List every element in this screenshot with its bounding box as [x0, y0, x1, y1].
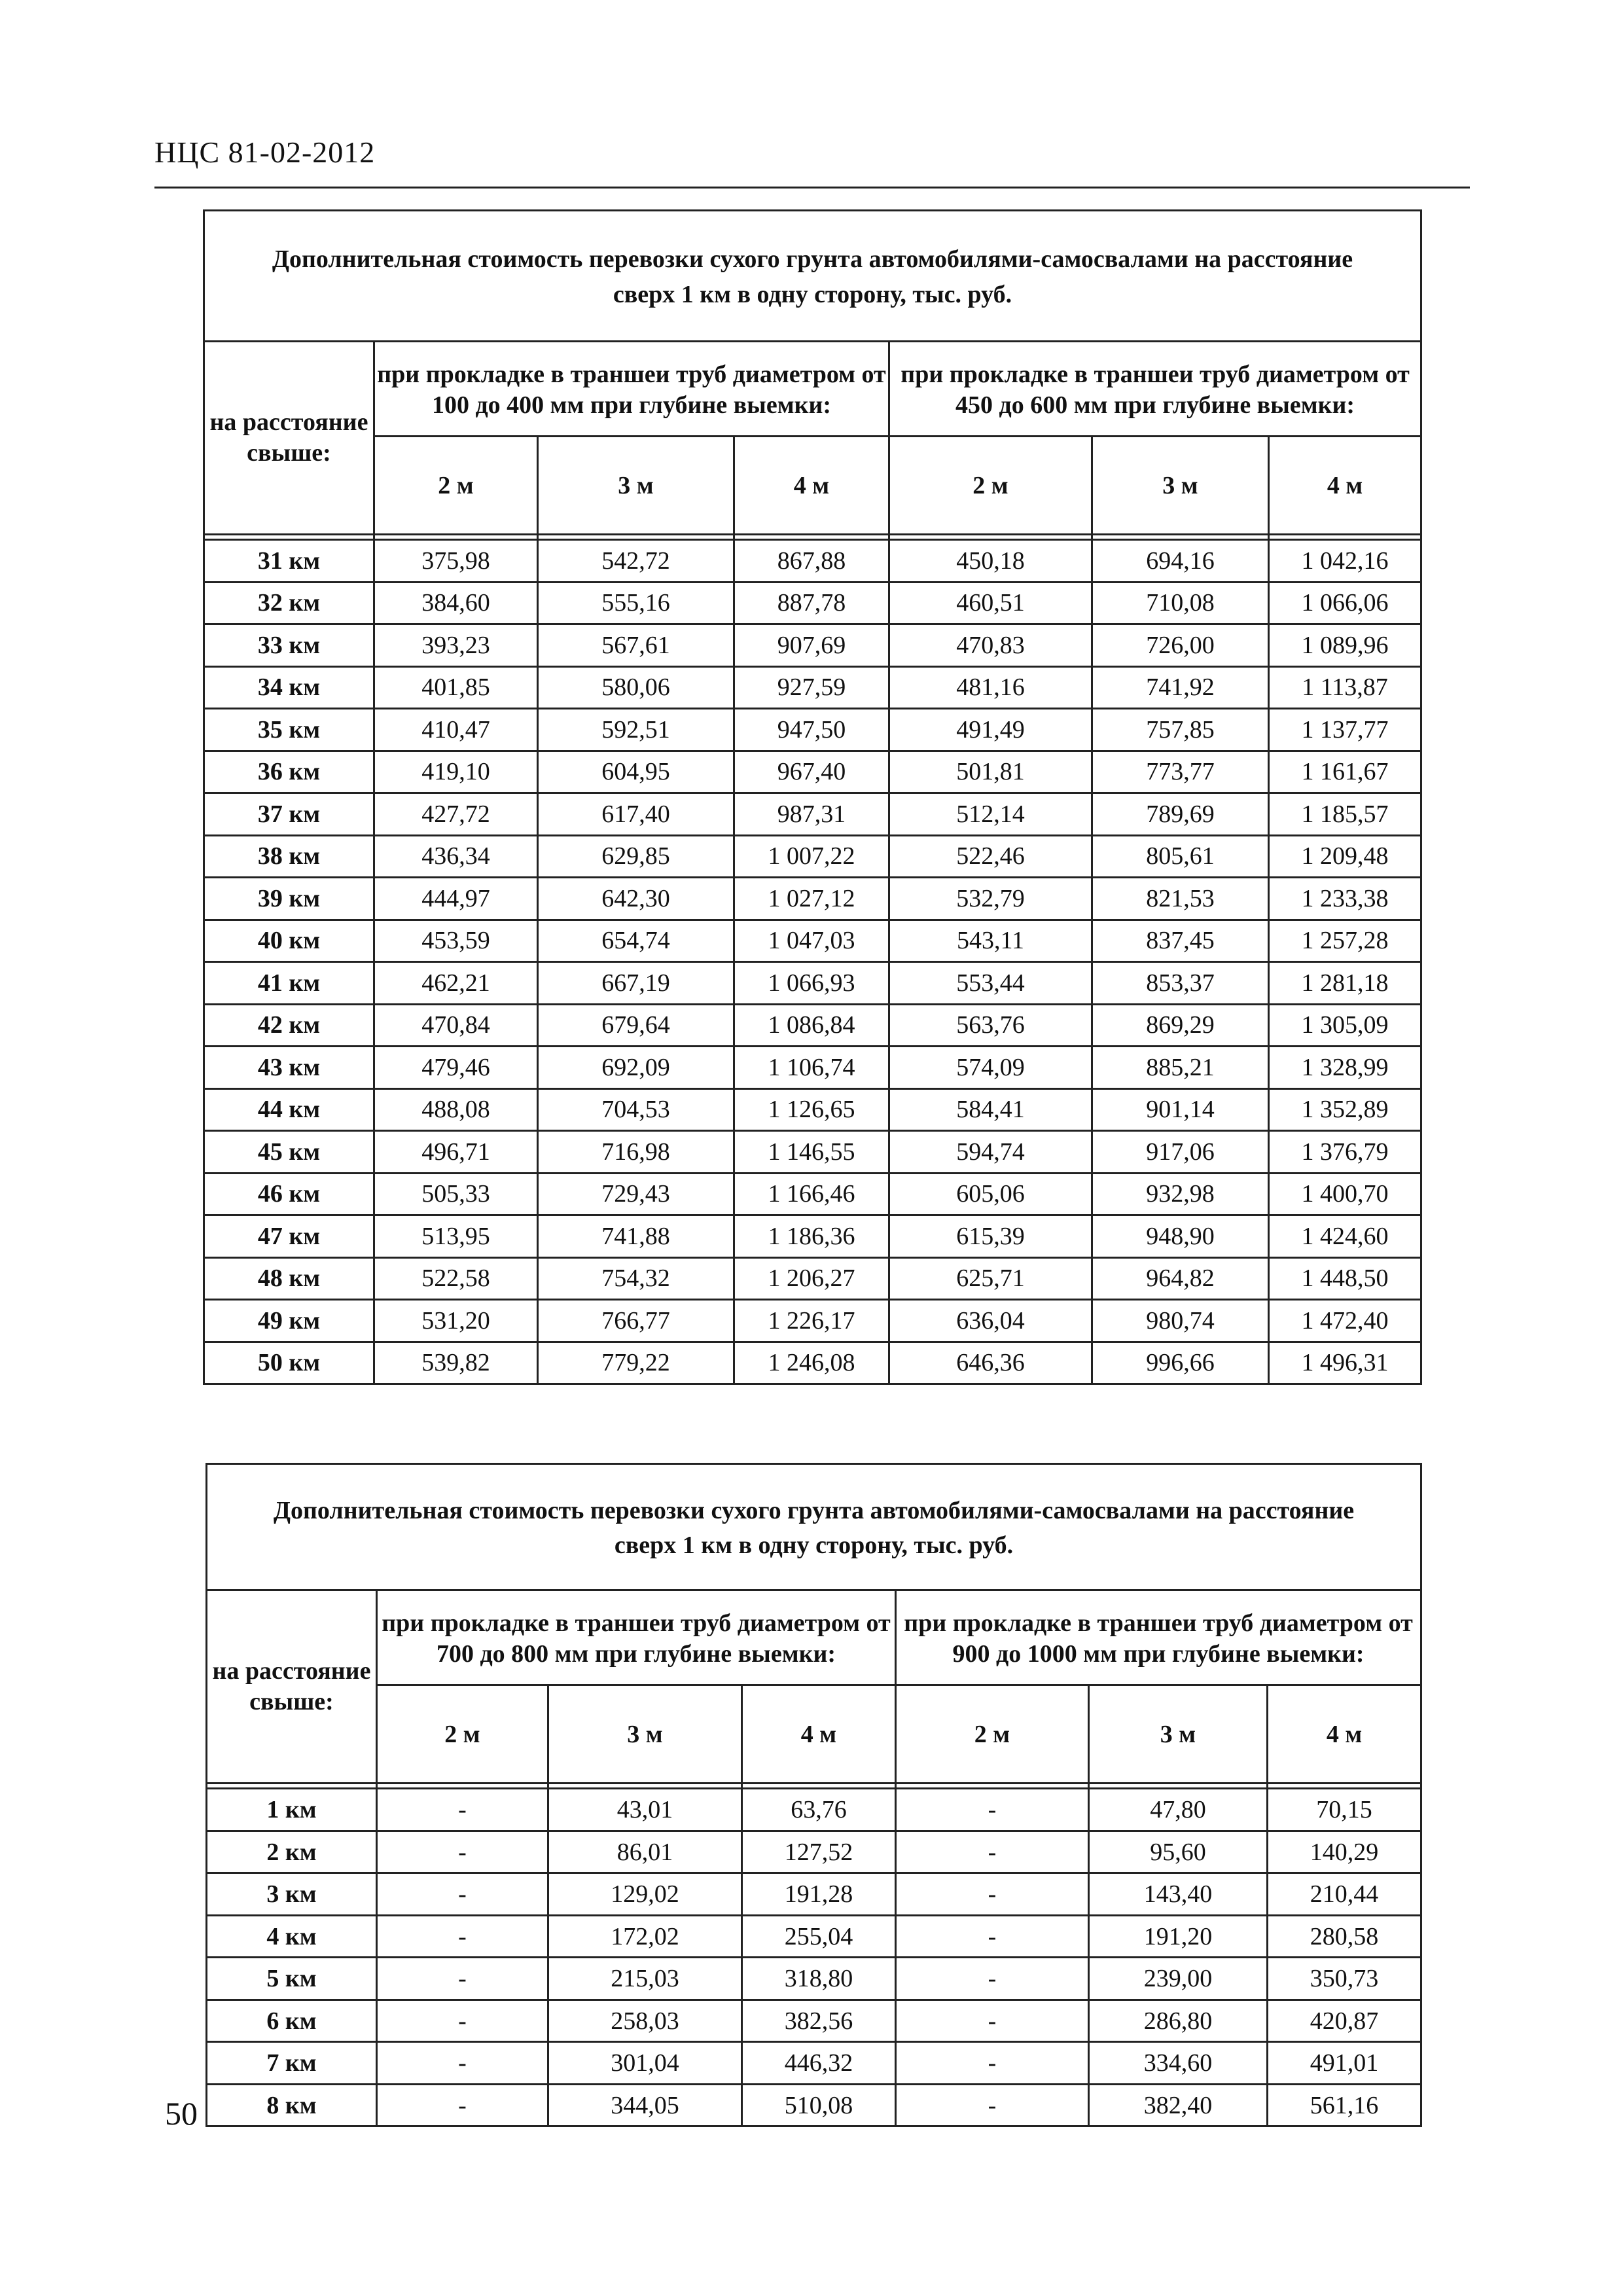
depth-header: 4 м	[734, 437, 889, 535]
cost-cell: 1 472,40	[1269, 1300, 1421, 1342]
cost-cell: 1 161,67	[1269, 751, 1421, 793]
cost-cell: 779,22	[538, 1342, 734, 1384]
cost-cell: 907,69	[734, 624, 889, 667]
cost-cell: 694,16	[1092, 540, 1269, 583]
cost-cell: 70,15	[1268, 1789, 1421, 1831]
cost-cell: 1 376,79	[1269, 1131, 1421, 1174]
cost-cell: 1 328,99	[1269, 1047, 1421, 1089]
cost-cell: 741,92	[1092, 666, 1269, 709]
cost-cell: 917,06	[1092, 1131, 1269, 1174]
cost-cell: -	[377, 2000, 548, 2042]
cost-cell: -	[896, 2042, 1089, 2085]
cost-cell: 86,01	[548, 1831, 742, 1873]
distance-cell: 33 км	[204, 624, 374, 667]
distance-cell: 46 км	[204, 1173, 374, 1215]
table-row	[204, 666, 1421, 709]
cost-cell: 853,37	[1092, 962, 1269, 1005]
depth-header: 2 м	[896, 1685, 1089, 1784]
cost-cell: 642,30	[538, 878, 734, 920]
distance-cell: 48 км	[204, 1257, 374, 1300]
cost-cell: 757,85	[1092, 709, 1269, 751]
cost-cell: 43,01	[548, 1789, 742, 1831]
group-header-1: при прокладке в траншеи труб диаметром от 700 до 800 мм при глубине выемки:	[377, 1590, 896, 1685]
distance-cell: 5 км	[207, 1958, 377, 2000]
depth-header: 2 м	[377, 1685, 548, 1784]
cost-cell: 453,59	[374, 920, 538, 962]
cost-cell: 522,58	[374, 1257, 538, 1300]
cost-cell: 773,77	[1092, 751, 1269, 793]
cost-cell: 1 066,06	[1269, 582, 1421, 624]
table-row	[204, 920, 1421, 962]
cost-cell: 1 007,22	[734, 835, 889, 878]
distance-cell: 41 км	[204, 962, 374, 1005]
cost-cell: 837,45	[1092, 920, 1269, 962]
table-row	[204, 624, 1421, 667]
cost-cell: 542,72	[538, 540, 734, 583]
cost-cell: 885,21	[1092, 1047, 1269, 1089]
cost-cell: 1 126,65	[734, 1088, 889, 1131]
table-row	[204, 1004, 1421, 1047]
cost-cell: 427,72	[374, 793, 538, 836]
cost-cell: 47,80	[1089, 1789, 1268, 1831]
cost-cell: 987,31	[734, 793, 889, 836]
cost-cell: 555,16	[538, 582, 734, 624]
cost-cell: 1 137,77	[1269, 709, 1421, 751]
cost-cell: 539,82	[374, 1342, 538, 1384]
table-row	[204, 582, 1421, 624]
cost-cell: 574,09	[889, 1047, 1092, 1089]
cost-cell: 927,59	[734, 666, 889, 709]
table-row	[204, 540, 1421, 583]
cost-cell: 605,06	[889, 1173, 1092, 1215]
cost-cell: 667,19	[538, 962, 734, 1005]
table-body	[207, 1789, 1421, 2126]
cost-cell: 255,04	[742, 1915, 896, 1958]
cost-cell: 215,03	[548, 1958, 742, 2000]
cost-cell: 754,32	[538, 1257, 734, 1300]
cost-cell: -	[896, 1789, 1089, 1831]
table-row	[204, 1088, 1421, 1131]
distance-cell: 32 км	[204, 582, 374, 624]
table-row	[204, 1173, 1421, 1215]
table-row	[204, 793, 1421, 836]
distance-cell: 43 км	[204, 1047, 374, 1089]
cost-cell: 375,98	[374, 540, 538, 583]
cost-cell: 932,98	[1092, 1173, 1269, 1215]
cost-cell: 127,52	[742, 1831, 896, 1873]
cost-cell: 1 257,28	[1269, 920, 1421, 962]
cost-cell: 1 305,09	[1269, 1004, 1421, 1047]
distance-cell: 47 км	[204, 1215, 374, 1258]
table-row	[207, 1873, 1421, 1916]
distance-cell: 38 км	[204, 835, 374, 878]
cost-cell: 947,50	[734, 709, 889, 751]
table-row	[204, 1215, 1421, 1258]
cost-cell: 1 496,31	[1269, 1342, 1421, 1384]
cost-cell: 420,87	[1268, 2000, 1421, 2042]
cost-cell: 563,76	[889, 1004, 1092, 1047]
cost-cell: 1 206,27	[734, 1257, 889, 1300]
cost-cell: 1 233,38	[1269, 878, 1421, 920]
table-row	[207, 1915, 1421, 1958]
row-header: на расстояние свыше:	[204, 342, 374, 535]
cost-cell: 513,95	[374, 1215, 538, 1258]
table-row	[204, 751, 1421, 793]
cost-cell: 594,74	[889, 1131, 1092, 1174]
document-header	[154, 124, 1470, 188]
cost-cell: 592,51	[538, 709, 734, 751]
cost-cell: 625,71	[889, 1257, 1092, 1300]
distance-cell: 3 км	[207, 1873, 377, 1916]
cost-cell: 350,73	[1268, 1958, 1421, 2000]
cost-cell: 726,00	[1092, 624, 1269, 667]
cost-cell: 1 166,46	[734, 1173, 889, 1215]
cost-cell: -	[377, 1915, 548, 1958]
table-row	[204, 1300, 1421, 1342]
cost-cell: 646,36	[889, 1342, 1092, 1384]
cost-cell: 867,88	[734, 540, 889, 583]
depth-header: 4 м	[1268, 1685, 1421, 1784]
cost-cell: 543,11	[889, 920, 1092, 962]
page-number: 50	[165, 2095, 198, 2132]
cost-cell: 210,44	[1268, 1873, 1421, 1916]
table-body	[204, 540, 1421, 1384]
cost-cell: 729,43	[538, 1173, 734, 1215]
cost-cell: 460,51	[889, 582, 1092, 624]
cost-cell: 710,08	[1092, 582, 1269, 624]
table-row	[204, 962, 1421, 1005]
cost-cell: 1 047,03	[734, 920, 889, 962]
table-row	[204, 835, 1421, 878]
cost-cell: 446,32	[742, 2042, 896, 2085]
cost-cell: -	[377, 1789, 548, 1831]
cost-table-2	[205, 1463, 1422, 2127]
cost-cell: 384,60	[374, 582, 538, 624]
cost-cell: 63,76	[742, 1789, 896, 1831]
cost-cell: 789,69	[1092, 793, 1269, 836]
cost-cell: 1 424,60	[1269, 1215, 1421, 1258]
cost-cell: 567,61	[538, 624, 734, 667]
group-header-2: при прокладке в траншеи труб диаметром от 900 до 1000 мм при глубине выемки:	[896, 1590, 1421, 1685]
cost-cell: 491,01	[1268, 2042, 1421, 2085]
cost-cell: -	[377, 2084, 548, 2126]
depth-header: 2 м	[374, 437, 538, 535]
cost-cell: 505,33	[374, 1173, 538, 1215]
group-header-2: при прокладке в траншеи труб диаметром от 450 до 600 мм при глубине выемки:	[889, 342, 1421, 437]
cost-cell: 344,05	[548, 2084, 742, 2126]
distance-cell: 49 км	[204, 1300, 374, 1342]
cost-cell: 561,16	[1268, 2084, 1421, 2126]
cost-cell: 679,64	[538, 1004, 734, 1047]
cost-cell: 419,10	[374, 751, 538, 793]
cost-cell: 980,74	[1092, 1300, 1269, 1342]
cost-cell: 654,74	[538, 920, 734, 962]
table-row	[207, 2042, 1421, 2085]
cost-cell: 401,85	[374, 666, 538, 709]
cost-table-1	[203, 209, 1422, 1385]
cost-cell: -	[377, 2042, 548, 2085]
distance-cell: 44 км	[204, 1088, 374, 1131]
cost-cell: 1 352,89	[1269, 1088, 1421, 1131]
cost-cell: 1 146,55	[734, 1131, 889, 1174]
table-row	[207, 2000, 1421, 2042]
cost-cell: 280,58	[1268, 1915, 1421, 1958]
cost-cell: 1 185,57	[1269, 793, 1421, 836]
cost-cell: 1 027,12	[734, 878, 889, 920]
cost-cell: 129,02	[548, 1873, 742, 1916]
cost-cell: 488,08	[374, 1088, 538, 1131]
cost-cell: 1 186,36	[734, 1215, 889, 1258]
cost-cell: 716,98	[538, 1131, 734, 1174]
distance-cell: 37 км	[204, 793, 374, 836]
distance-cell: 4 км	[207, 1915, 377, 1958]
cost-cell: -	[896, 1915, 1089, 1958]
cost-cell: -	[377, 1831, 548, 1873]
depth-header: 2 м	[889, 437, 1092, 535]
cost-cell: 901,14	[1092, 1088, 1269, 1131]
depth-header: 4 м	[1269, 437, 1421, 535]
cost-cell: 140,29	[1268, 1831, 1421, 1873]
cost-cell: 479,46	[374, 1047, 538, 1089]
cost-cell: 522,46	[889, 835, 1092, 878]
cost-cell: -	[377, 1873, 548, 1916]
distance-cell: 7 км	[207, 2042, 377, 2085]
cost-cell: 462,21	[374, 962, 538, 1005]
cost-cell: 258,03	[548, 2000, 742, 2042]
table-row	[204, 1257, 1421, 1300]
cost-cell: 948,90	[1092, 1215, 1269, 1258]
cost-cell: -	[896, 2084, 1089, 2126]
cost-cell: 805,61	[1092, 835, 1269, 878]
table-row	[204, 709, 1421, 751]
cost-cell: 531,20	[374, 1300, 538, 1342]
table-row	[207, 1789, 1421, 1831]
document-code: НЦС 81-02-2012	[154, 135, 376, 169]
cost-cell: 821,53	[1092, 878, 1269, 920]
cost-cell: 436,34	[374, 835, 538, 878]
cost-cell: 615,39	[889, 1215, 1092, 1258]
cost-cell: 1 106,74	[734, 1047, 889, 1089]
distance-cell: 50 км	[204, 1342, 374, 1384]
cost-cell: 481,16	[889, 666, 1092, 709]
cost-cell: 704,53	[538, 1088, 734, 1131]
cost-cell: 532,79	[889, 878, 1092, 920]
table-row	[204, 878, 1421, 920]
cost-cell: 629,85	[538, 835, 734, 878]
cost-cell: -	[377, 1958, 548, 2000]
cost-cell: 470,83	[889, 624, 1092, 667]
distance-cell: 34 км	[204, 666, 374, 709]
distance-cell: 36 км	[204, 751, 374, 793]
cost-cell: 191,20	[1089, 1915, 1268, 1958]
cost-cell: 617,40	[538, 793, 734, 836]
distance-cell: 35 км	[204, 709, 374, 751]
cost-cell: 410,47	[374, 709, 538, 751]
cost-cell: 996,66	[1092, 1342, 1269, 1384]
cost-cell: -	[896, 1831, 1089, 1873]
depth-header: 3 м	[538, 437, 734, 535]
group-header-1: при прокладке в траншеи труб диаметром от 100 до 400 мм при глубине выемки:	[374, 342, 889, 437]
cost-cell: 191,28	[742, 1873, 896, 1916]
table-row	[204, 1131, 1421, 1174]
distance-cell: 8 км	[207, 2084, 377, 2126]
cost-cell: 382,56	[742, 2000, 896, 2042]
cost-cell: 964,82	[1092, 1257, 1269, 1300]
cost-cell: 318,80	[742, 1958, 896, 2000]
cost-cell: 580,06	[538, 666, 734, 709]
cost-cell: 887,78	[734, 582, 889, 624]
cost-cell: 636,04	[889, 1300, 1092, 1342]
cost-cell: 501,81	[889, 751, 1092, 793]
cost-cell: 95,60	[1089, 1831, 1268, 1873]
cost-cell: 1 042,16	[1269, 540, 1421, 583]
table-row	[204, 1047, 1421, 1089]
cost-cell: 1 281,18	[1269, 962, 1421, 1005]
cost-cell: 393,23	[374, 624, 538, 667]
cost-cell: 239,00	[1089, 1958, 1268, 2000]
cost-cell: 286,80	[1089, 2000, 1268, 2042]
distance-cell: 39 км	[204, 878, 374, 920]
cost-cell: 1 089,96	[1269, 624, 1421, 667]
cost-cell: 496,71	[374, 1131, 538, 1174]
depth-header: 3 м	[1092, 437, 1269, 535]
cost-cell: 301,04	[548, 2042, 742, 2085]
depth-header: 3 м	[1089, 1685, 1268, 1784]
distance-cell: 1 км	[207, 1789, 377, 1831]
cost-cell: 143,40	[1089, 1873, 1268, 1916]
distance-cell: 2 км	[207, 1831, 377, 1873]
depth-header: 3 м	[548, 1685, 742, 1784]
cost-cell: 510,08	[742, 2084, 896, 2126]
cost-cell: 584,41	[889, 1088, 1092, 1131]
cost-cell: 1 246,08	[734, 1342, 889, 1384]
cost-cell: 604,95	[538, 751, 734, 793]
table-row	[207, 2084, 1421, 2126]
depth-header: 4 м	[742, 1685, 896, 1784]
distance-cell: 42 км	[204, 1004, 374, 1047]
cost-cell: 382,40	[1089, 2084, 1268, 2126]
cost-cell: 172,02	[548, 1915, 742, 1958]
cost-cell: 1 066,93	[734, 962, 889, 1005]
cost-cell: 512,14	[889, 793, 1092, 836]
cost-cell: 450,18	[889, 540, 1092, 583]
cost-cell: -	[896, 1958, 1089, 2000]
distance-cell: 31 км	[204, 540, 374, 583]
distance-cell: 45 км	[204, 1131, 374, 1174]
table-row	[204, 1342, 1421, 1384]
distance-cell: 40 км	[204, 920, 374, 962]
cost-cell: 1 400,70	[1269, 1173, 1421, 1215]
cost-cell: 1 113,87	[1269, 666, 1421, 709]
cost-cell: 1 209,48	[1269, 835, 1421, 878]
cost-cell: 334,60	[1089, 2042, 1268, 2085]
table-title: Дополнительная стоимость перевозки сухого грунта автомобилями-самосвалами на расстояние сверх 1 км в одну сторону, тыс. руб.	[207, 1464, 1421, 1590]
cost-cell: 470,84	[374, 1004, 538, 1047]
cost-cell: 1 448,50	[1269, 1257, 1421, 1300]
table-row	[207, 1831, 1421, 1873]
cost-cell: 1 086,84	[734, 1004, 889, 1047]
table-title: Дополнительная стоимость перевозки сухого грунта автомобилями-самосвалами на расстояние сверх 1 км в одну сторону, тыс. руб.	[204, 211, 1421, 342]
cost-cell: 766,77	[538, 1300, 734, 1342]
distance-cell: 6 км	[207, 2000, 377, 2042]
cost-cell: 1 226,17	[734, 1300, 889, 1342]
cost-cell: 444,97	[374, 878, 538, 920]
cost-cell: 553,44	[889, 962, 1092, 1005]
cost-cell: 491,49	[889, 709, 1092, 751]
cost-cell: 967,40	[734, 751, 889, 793]
cost-cell: -	[896, 1873, 1089, 1916]
cost-cell: 692,09	[538, 1047, 734, 1089]
cost-cell: 869,29	[1092, 1004, 1269, 1047]
table-row	[207, 1958, 1421, 2000]
cost-cell: 741,88	[538, 1215, 734, 1258]
row-header: на расстояние свыше:	[207, 1590, 377, 1784]
cost-cell: -	[896, 2000, 1089, 2042]
